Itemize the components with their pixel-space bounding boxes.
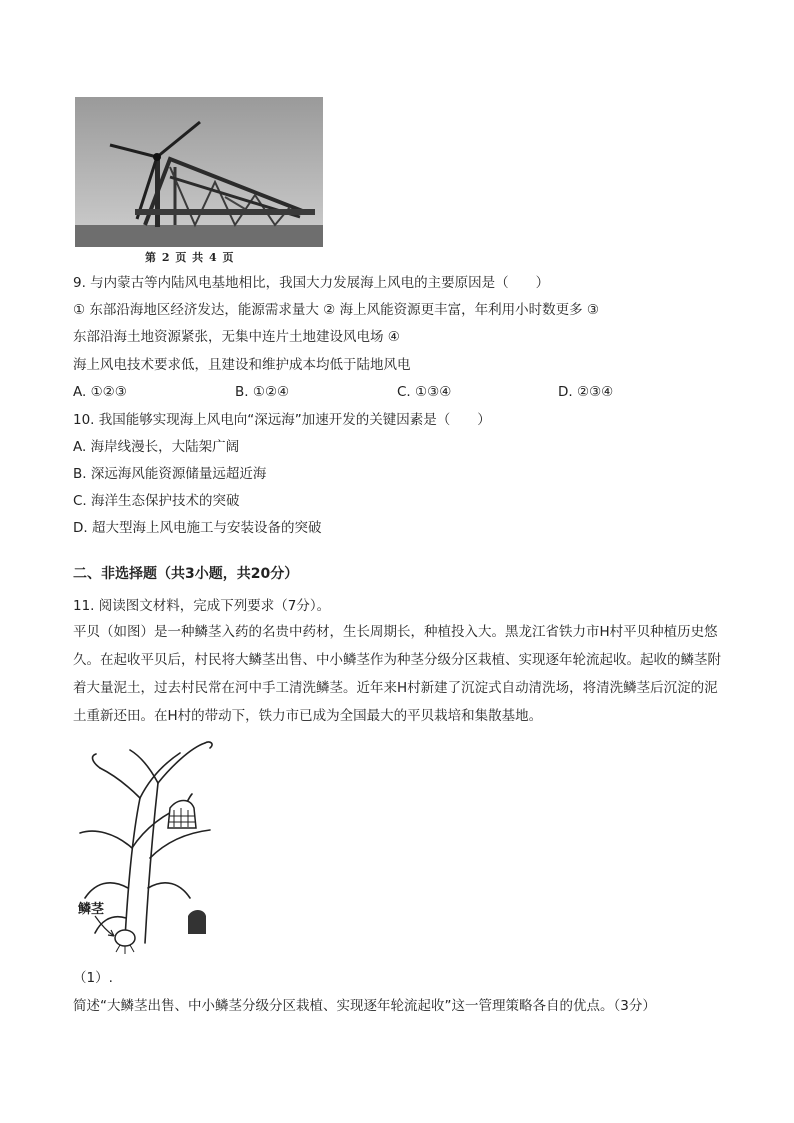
section-title: 二、非选择题（共3小题，共20分） xyxy=(73,566,299,582)
bulb-label: 鳞茎 xyxy=(78,902,105,917)
wind-turbine-photo xyxy=(75,97,323,247)
q9-statement-line-3: 海上风电技术要求低，且建设和维护成本均低于陆地风电 xyxy=(73,357,411,373)
fritillaria-plant-illustration xyxy=(70,738,230,958)
q9-option-c[interactable]: C. ①③④ xyxy=(397,384,452,400)
figure-caption: 第 2 页 共 4 页 xyxy=(145,251,235,264)
q10-option-a[interactable]: A. 海岸线漫长，大陆架广阔 xyxy=(73,439,240,455)
q9-statement-line-1: ① 东部沿海地区经济发达，能源需求量大 ② 海上风能资源更丰富，年利用小时数更多 ③ xyxy=(73,302,599,318)
q9-statement-line-2: 东部沿海土地资源紧张，无集中连片土地建设风电场 ④ xyxy=(73,329,400,345)
q11-sub1-number: （1）. xyxy=(73,970,113,986)
q9-option-a[interactable]: A. ①②③ xyxy=(73,384,127,400)
q10-option-c[interactable]: C. 海洋生态保护技术的突破 xyxy=(73,493,240,509)
q9-option-d[interactable]: D. ②③④ xyxy=(558,384,614,400)
q9-option-b[interactable]: B. ①②④ xyxy=(235,384,290,400)
q10-stem: 10. 我国能够实现海上风电向“深远海”加速开发的关键因素是（ ） xyxy=(73,412,491,428)
q10-option-d[interactable]: D. 超大型海上风电施工与安装设备的突破 xyxy=(73,520,322,536)
q10-option-b[interactable]: B. 深远海风能资源储量远超近海 xyxy=(73,466,267,482)
q11-material-paragraph: 平贝（如图）是一种鳞茎入药的名贵中药材，生长周期长，种植投入大。黑龙江省铁力市H村平贝种植历史悠久。在起收平贝后，村民将大鳞茎出售、中小鳞茎作为种茎分级分区栽植、实现逐年轮流起收。起收的鳞茎附着大量泥土，过去村民常在河中手工清洗鳞茎。近年来H村新建了沉淀式自动清洗场，将清洗鳞茎后沉淀的泥土重新还田。在H村的带动下，铁力市已成为全国最大的平贝栽培和集散基地。 xyxy=(73,624,721,724)
q11-stem: 11. 阅读图文材料，完成下列要求（7分）。 xyxy=(73,598,331,614)
q11-sub1-question: 简述“大鳞茎出售、中小鳞茎分级分区栽植、实现逐年轮流起收”这一管理策略各自的优点。（3分） xyxy=(73,998,656,1014)
q9-stem: 9. 与内蒙古等内陆风电基地相比，我国大力发展海上风电的主要原因是（ ） xyxy=(73,275,550,291)
wind-turbine-illustration xyxy=(75,97,323,247)
